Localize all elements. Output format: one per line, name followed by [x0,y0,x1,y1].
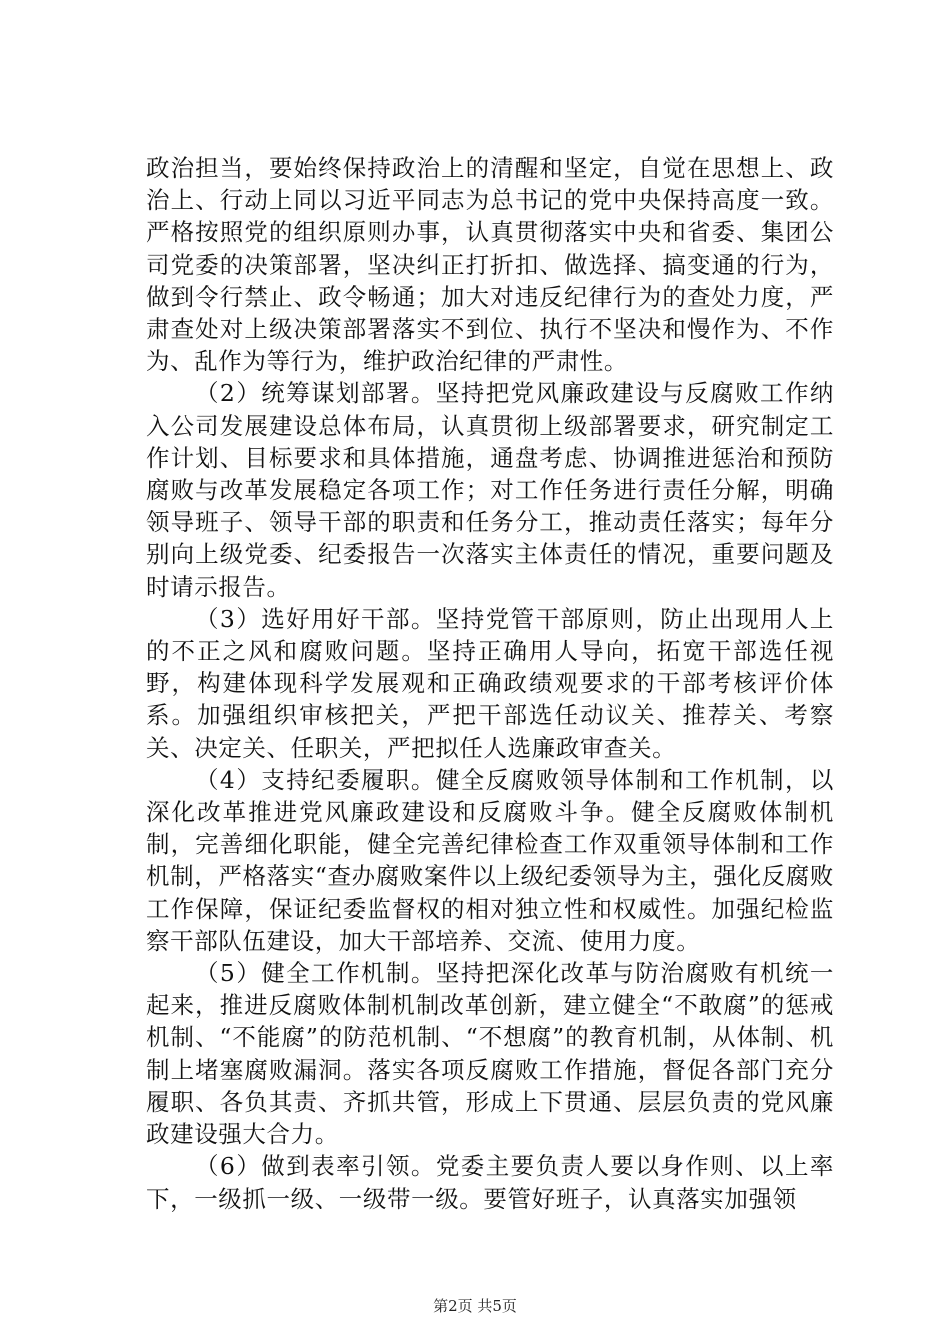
page-number-footer: 第2页 共5页 [433,1297,517,1315]
paragraph-4: （4）支持纪委履职。健全反腐败领导体制和工作机制，以深化改革推进党风廉政建设和反腐败斗争。健全反腐败体制机制，完善细化职能，健全完善纪律检查工作双重领导体制和工作机制，严格落实“查办腐败案件以上级纪委领导为主，强化反腐败工作保障，保证纪委监督权的相对独立性和权威性。加强纪检监察干部队伍建设，加大干部培养、交流、使用力度。 [146,765,834,955]
paragraph-3: （3）选好用好干部。坚持党管干部原则，防止出现用人上的不正之风和腐败问题。坚持正确用人导向，拓宽干部选任视野，构建体现科学发展观和正确政绩观要求的干部考核评价体系。加强组织审核把关，严把干部选任动议关、推荐关、考察关、决定关、任职关，严把拟任人选廉政审查关。 [146,604,834,762]
paragraph-6: （6）做到表率引领。党委主要负责人要以身作则、以上率下，一级抓一级、一级带一级。要管好班子，认真落实加强领 [146,1152,834,1213]
paragraph-1: 政治担当，要始终保持政治上的清醒和坚定，自觉在思想上、政治上、行动上同以习近平同志为总书记的党中央保持高度一致。严格按照党的组织原则办事，认真贯彻落实中央和省委、集团公司党委的决策部署，坚决纠正打折扣、做选择、搞变通的行为，做到令行禁止、政令畅通；加大对违反纪律行为的查处力度，严肃查处对上级决策部署落实不到位、执行不坚决和慢作为、不作为、乱作为等行为，维护政治纪律的严肃性。 [146,154,834,376]
paragraph-2: （2）统筹谋划部署。坚持把党风廉政建设与反腐败工作纳入公司发展建设总体布局，认真贯彻上级部署要求，研究制定工作计划、目标要求和具体措施，通盘考虑、协调推进惩治和预防腐败与改革发展稳定各项工作；对工作任务进行责任分解，明确领导班子、领导干部的职责和任务分工，推动责任落实；每年分别向上级党委、纪委报告一次落实主体责任的情况，重要问题及时请示报告。 [146,379,834,601]
document-body [146,152,834,1215]
paragraph-5: （5）健全工作机制。坚持把深化改革与防治腐败有机统一起来，推进反腐败体制机制改革创新，建立健全“不敢腐”的惩戒机制、“不能腐”的防范机制、“不想腐”的教育机制，从体制、机制上堵塞腐败漏洞。落实各项反腐败工作措施，督促各部门充分履职、各负其责、齐抓共管，形成上下贯通、层层负责的党风廉政建设强大合力。 [146,959,834,1149]
